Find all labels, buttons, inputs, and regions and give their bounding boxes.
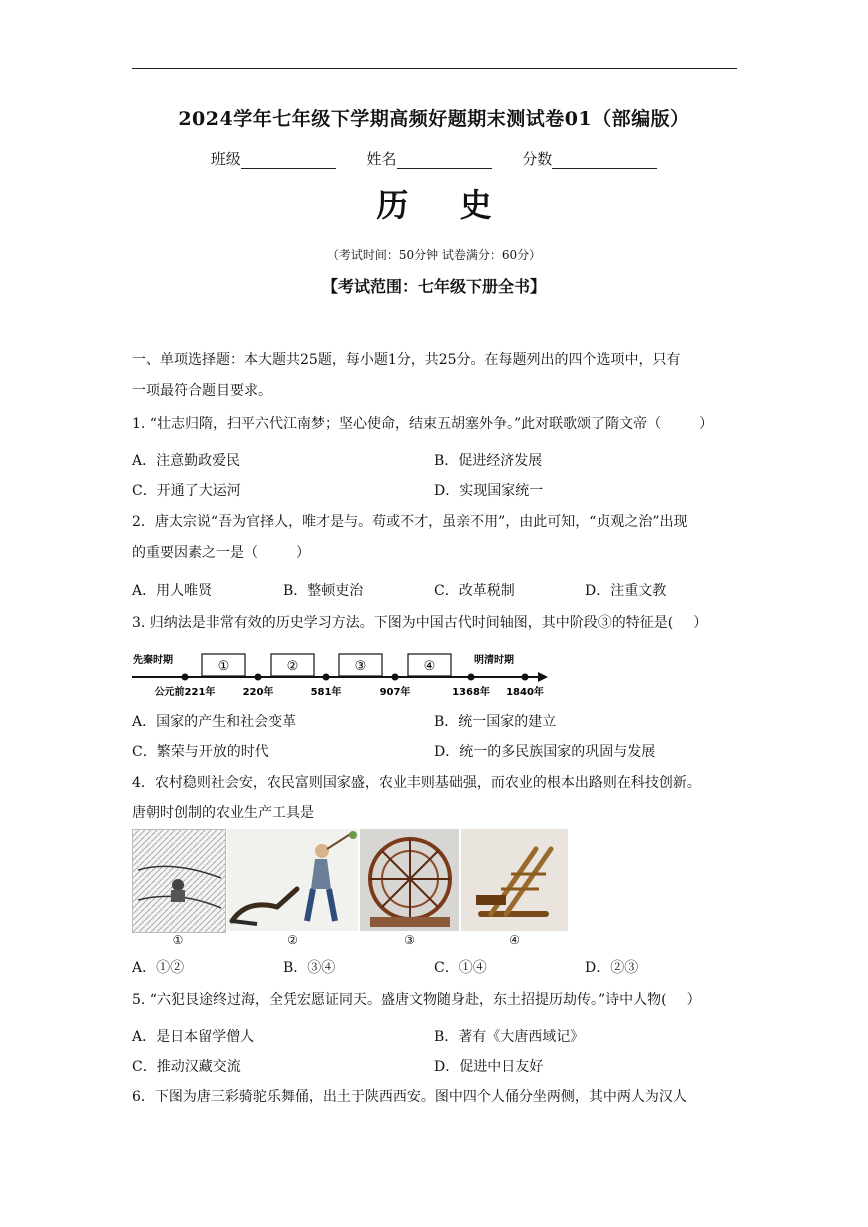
- timeline-dot-3: [323, 674, 330, 681]
- timeline-dot-1: [182, 674, 189, 681]
- q4-option-c: C．①④: [434, 960, 487, 976]
- timeline-date-3: 581年: [310, 687, 342, 698]
- q2-stem-line1: 2．唐太宗说“吾为官择人，唯才是与。苟或不才，虽亲不用”，由此可知，“贞观之治”出现: [132, 514, 688, 530]
- image-caption-2: ②: [287, 933, 298, 947]
- class-blank: [241, 152, 336, 169]
- q2-close: ）: [296, 545, 310, 561]
- name-field: [366, 148, 491, 169]
- q2-option-c: C．改革税制: [434, 583, 515, 599]
- q1-stem: [132, 413, 713, 433]
- timeline-dot-5: [468, 674, 475, 681]
- q5-option-b: B．著有《大唐西域记》: [434, 1029, 585, 1045]
- q5-stem-text: 5. “六犯艮途终过海，全凭宏愿证同天。盛唐文物随身赴，东土招提历劫传。”诗中人物(: [132, 992, 667, 1008]
- timeline-date-1: 公元前221年: [154, 687, 216, 698]
- timeline-diagram: [130, 650, 550, 700]
- q3-close: ）: [693, 615, 708, 631]
- q2-option-b: B．整顿吏治: [283, 583, 364, 599]
- score-label: 分数: [522, 150, 553, 168]
- timeline-arrow: [538, 672, 548, 682]
- q1-stem-text: 1. “壮志归隋，扫平六代江南梦；坚心使命，结束五胡塞外争。”此对联歌颂了隋文帝（: [132, 416, 662, 432]
- time-note: （考试时间：50分钟 试卷满分：60分）: [326, 248, 542, 262]
- q2-stem-text: 的重要因素之一是（: [132, 545, 258, 561]
- q3-stem: [132, 612, 707, 632]
- timeline-stage-2: ②: [286, 659, 299, 674]
- image-wooden-tool: [461, 829, 568, 931]
- q2-option-a: A．用人唯贤: [132, 583, 213, 599]
- q3-option-a: A．国家的产生和社会变革: [132, 714, 297, 730]
- image-caption-4: ④: [509, 933, 520, 947]
- q3-option-c: C．繁荣与开放的时代: [132, 744, 269, 760]
- q1-option-a: A．注意勤政爱民: [132, 453, 241, 469]
- q4-stem-line1: 4．农村稳则社会安，农民富则国家盛，农业丰则基础强，而农业的根本出路则在科技创新。: [132, 775, 701, 791]
- timeline-stage-4: ④: [423, 659, 436, 674]
- score-field: [522, 148, 657, 169]
- q6-stem: 6．下图为唐三彩骑驼乐舞俑，出土于陕西西安。图中四个人俑分坐两侧，其中两人为汉人: [132, 1089, 687, 1105]
- q1-option-c: C．开通了大运河: [132, 483, 241, 499]
- score-blank: [552, 152, 657, 169]
- q4-option-a: A．①②: [132, 960, 185, 976]
- q5-option-a: A．是日本留学僧人: [132, 1029, 255, 1045]
- timeline-dot-6: [522, 674, 529, 681]
- class-field: [211, 148, 336, 169]
- image-woodcut-field: [132, 829, 226, 933]
- timeline-date-5: 1368年: [452, 687, 490, 698]
- timeline-start-label: 先秦时期: [133, 655, 173, 666]
- exam-range: 【考试范围：七年级下册全书】: [321, 277, 546, 296]
- timeline-dot-2: [255, 674, 262, 681]
- class-label: 班级: [210, 150, 241, 168]
- timeline-date-6: 1840年: [506, 687, 544, 698]
- image-caption-3: ③: [404, 933, 415, 947]
- name-label: 姓名: [366, 150, 397, 168]
- q4-option-d: D．②③: [585, 960, 639, 976]
- exam-title: 2024学年七年级下学期高频好题期末测试卷01（部编版）: [178, 108, 690, 130]
- q5-stem: [132, 989, 701, 1009]
- header-rule: [132, 68, 737, 69]
- image-caption-1: ①: [172, 933, 184, 947]
- q1-option-b: B．促进经济发展: [434, 453, 543, 469]
- q5-close: ）: [686, 992, 701, 1008]
- q4-option-b: B．③④: [283, 960, 336, 976]
- q2-option-d: D．注重文教: [585, 583, 667, 599]
- q3-stem-text: 3. 归纳法是非常有效的历史学习方法。下图为中国古代时间轴图，其中阶段③的特征是(: [132, 615, 674, 631]
- q5-option-d: D．促进中日友好: [434, 1059, 544, 1075]
- q1-close: ）: [699, 416, 714, 432]
- timeline-dot-4: [392, 674, 399, 681]
- timeline-date-2: 220年: [242, 687, 274, 698]
- section-instructions-line1: 一、单项选择题：本大题共25题，每小题1分，共25分。在每题列出的四个选项中，只有: [132, 352, 681, 368]
- q4-stem-line2: 唐朝时创制的农业生产工具是: [132, 805, 314, 821]
- timeline-date-4: 907年: [379, 687, 411, 698]
- subject-title: 历 史: [376, 186, 512, 224]
- section-instructions-line2: 一项最符合题目要求。: [132, 383, 272, 399]
- timeline-stage-3: ③: [354, 659, 367, 674]
- image-water-wheel: [360, 829, 459, 931]
- timeline-end-label: 明清时期: [474, 655, 514, 666]
- timeline-stage-1: ①: [217, 659, 230, 674]
- q2-stem-line2: [132, 542, 310, 562]
- name-blank: [397, 152, 492, 169]
- q1-option-d: D．实现国家统一: [434, 483, 544, 499]
- image-curved-plough: [227, 829, 358, 931]
- q5-option-c: C．推动汉藏交流: [132, 1059, 241, 1075]
- q3-option-b: B．统一国家的建立: [434, 714, 557, 730]
- q3-option-d: D．统一的多民族国家的巩固与发展: [434, 744, 656, 760]
- student-info-row: [0, 148, 868, 169]
